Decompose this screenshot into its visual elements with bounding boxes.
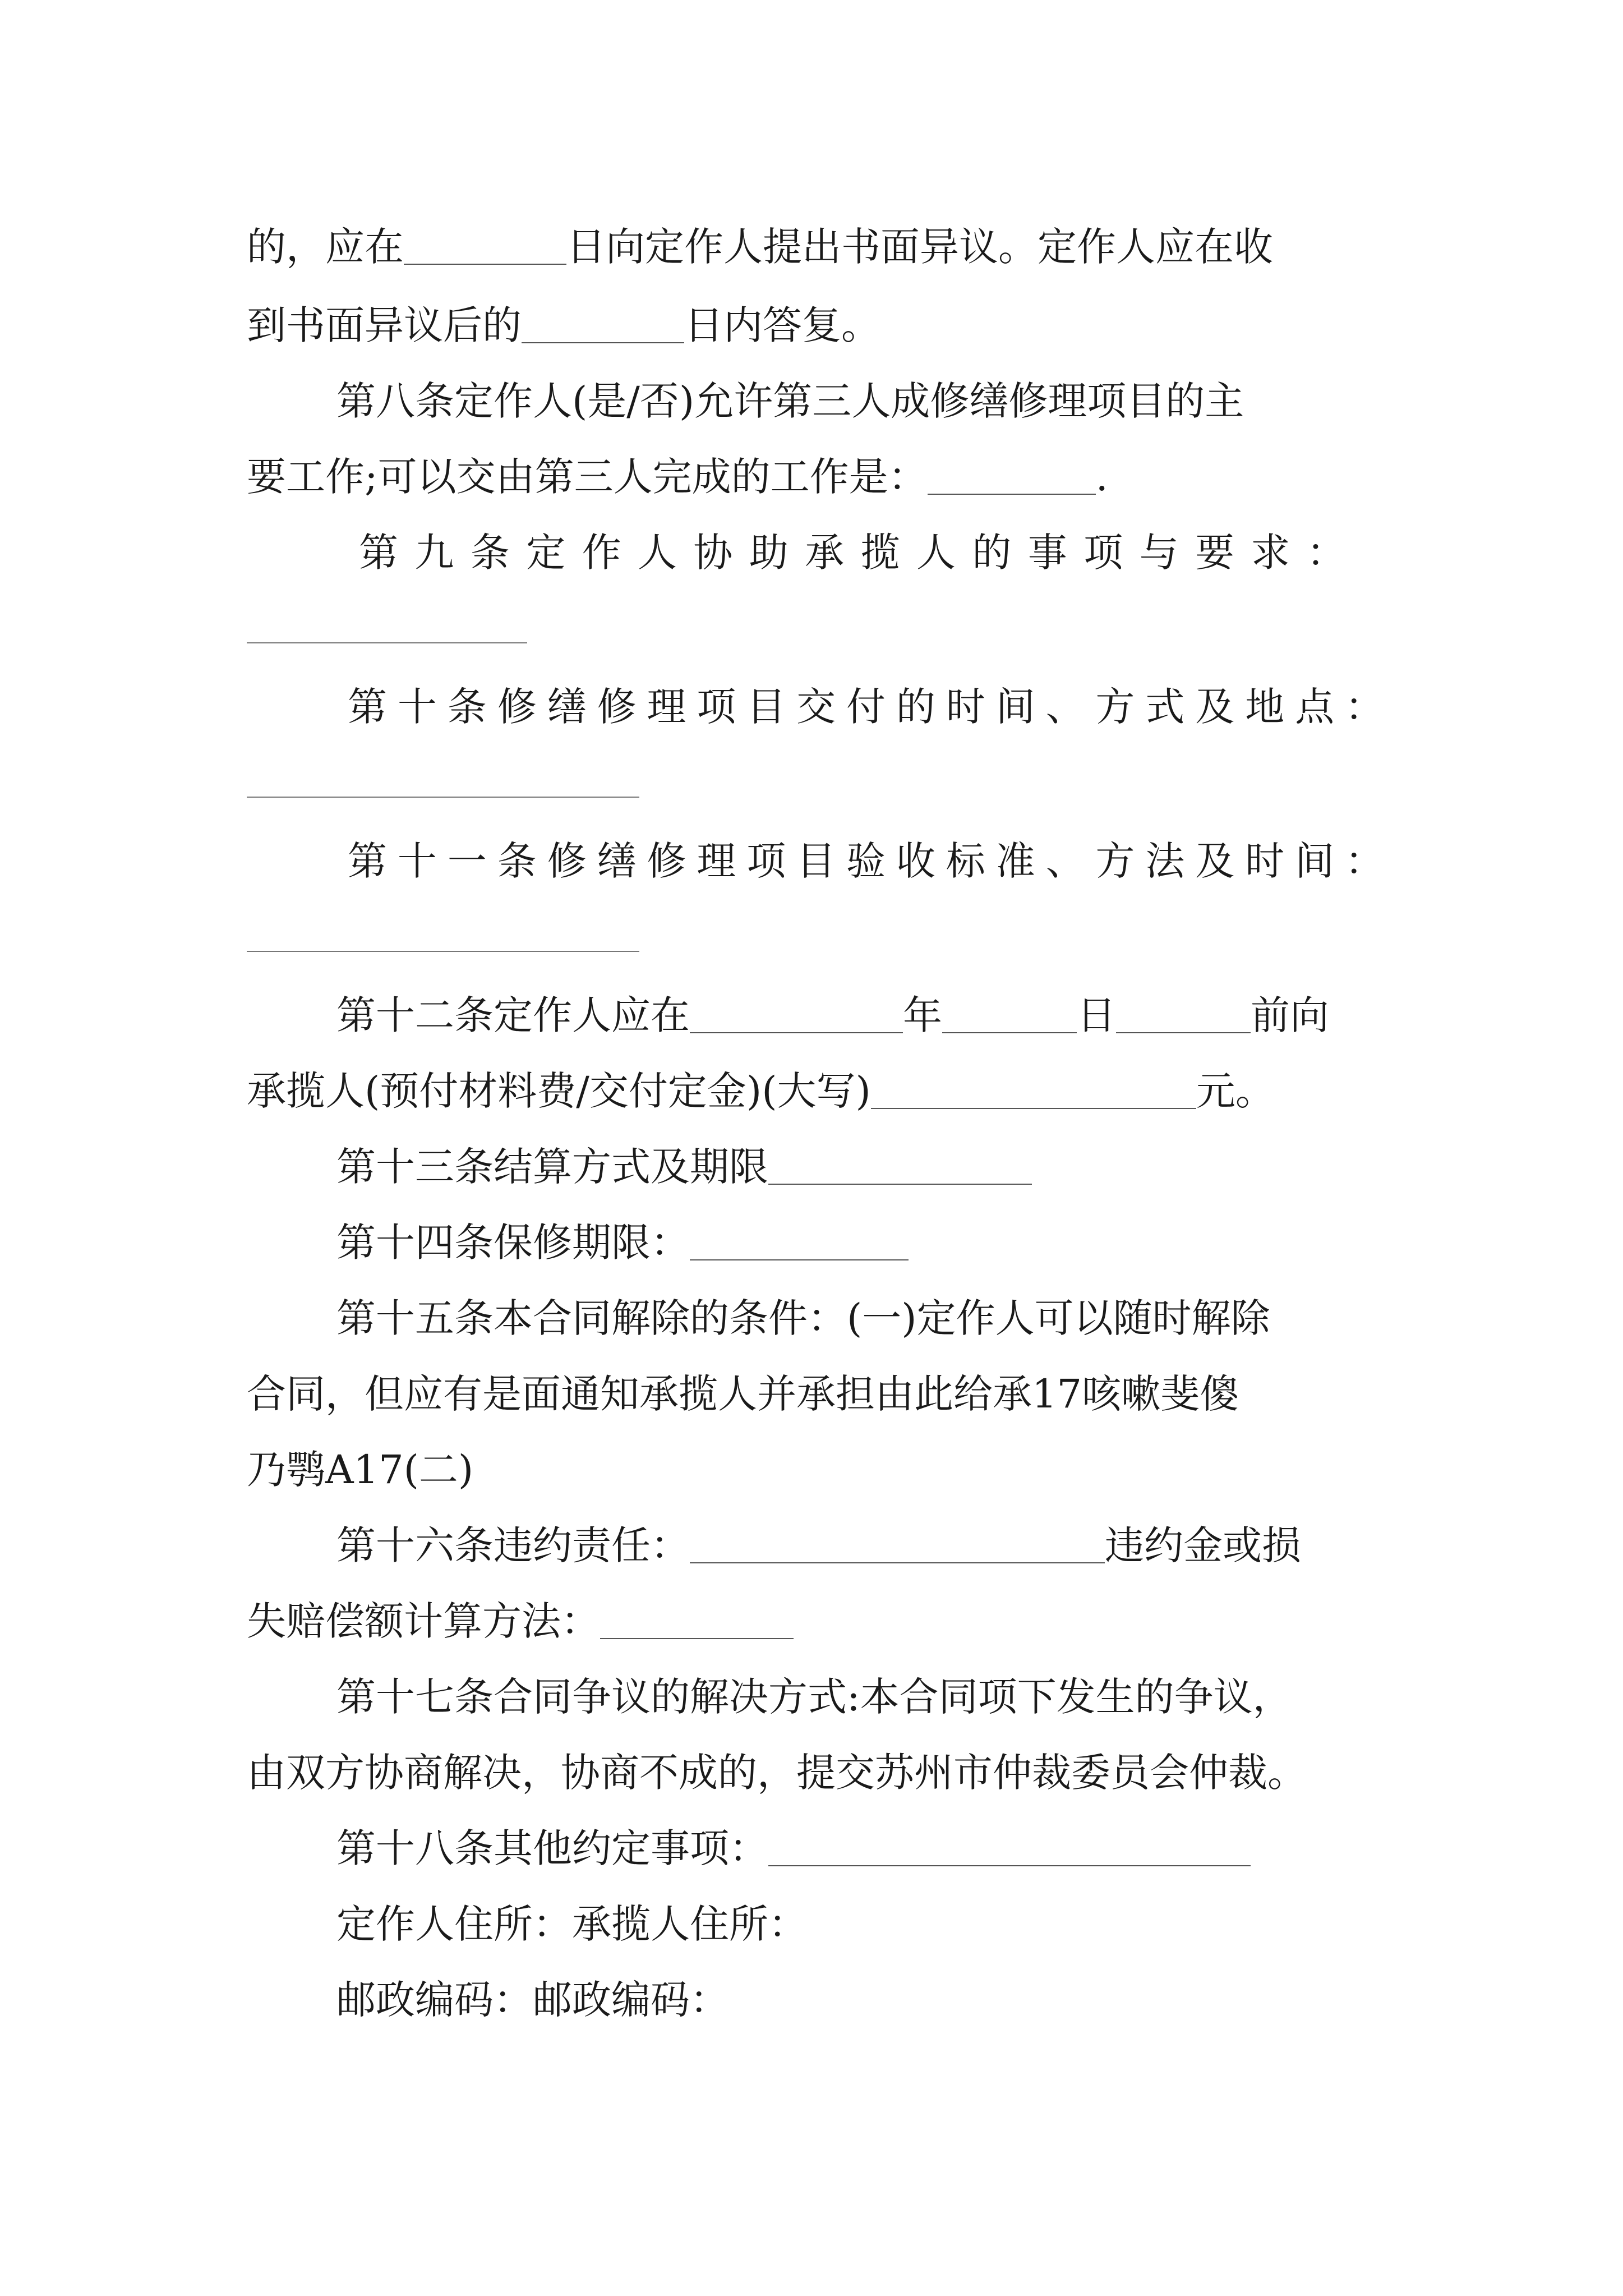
text-line [348, 684, 1395, 730]
text-line [336, 1220, 909, 1266]
text-segment: 乃鹗A17(二) [247, 1447, 474, 1493]
text-line [348, 838, 1395, 884]
text-line [336, 1522, 1301, 1568]
text-segment: 失赔偿额计算方法： [247, 1598, 600, 1644]
text-line [247, 454, 1108, 500]
text-line [247, 224, 1273, 270]
text-line [336, 1295, 1270, 1341]
fill-blank [690, 1527, 1105, 1563]
fill-blank [871, 1073, 1196, 1109]
text-line [336, 1825, 1251, 1871]
text-segment: 要工作;可以交由第三人完成的工作是： [247, 454, 928, 500]
text-segment: 定作人住所：承揽人住所： [336, 1901, 808, 1947]
text-segment: 第十六条违约责任： [336, 1522, 690, 1568]
text-segment: 第十五条本合同解除的条件：(一)定作人可以随时解除 [336, 1295, 1270, 1341]
fill-blank [247, 797, 639, 798]
text-segment: 第十三条结算方式及期限 [336, 1144, 768, 1190]
text-segment: 到书面异议后的 [247, 302, 522, 348]
text-line [336, 378, 1244, 424]
fill-blank [690, 997, 903, 1033]
text-segment: 第十七条合同争议的解决方式:本合同项下发生的争议， [336, 1674, 1292, 1720]
text-line [247, 1750, 1307, 1796]
fill-blank [522, 307, 684, 343]
text-segment: 第九条定作人协助承揽人的事项与要求： [359, 530, 1363, 576]
fill-blank [942, 997, 1077, 1033]
text-segment: 年 [903, 992, 942, 1038]
text-segment: 日内答复。 [684, 302, 880, 348]
text-line [336, 1901, 808, 1947]
text-segment: 第十八条其他约定事项： [336, 1825, 768, 1871]
fill-blank [600, 1603, 794, 1639]
text-segment: 的，应在 [247, 224, 404, 270]
text-segment: 第八条定作人(是/否)允许第三人成修缮修理项目的主 [336, 378, 1244, 424]
text-segment: 第十四条保修期限： [336, 1220, 690, 1266]
text-line [247, 1447, 474, 1493]
text-segment: 邮政编码：邮政编码： [336, 1977, 729, 2023]
text-segment: 第十一条修缮修理项目验收标准、方法及时间： [348, 838, 1395, 884]
text-line [359, 530, 1363, 576]
text-segment: 元。 [1196, 1068, 1275, 1114]
text-segment: 由双方协商解决，协商不成的，提交苏州市仲裁委员会仲裁。 [247, 1750, 1307, 1796]
text-line [247, 1371, 1239, 1417]
text-segment: 第十二条定作人应在 [336, 992, 690, 1038]
text-line [336, 1674, 1292, 1720]
fill-blank [247, 951, 639, 952]
text-line [247, 1598, 794, 1644]
text-segment: 第十条修缮修理项目交付的时间、方式及地点： [348, 684, 1395, 730]
text-segment: 日 [1077, 992, 1116, 1038]
text-line [336, 1144, 1032, 1190]
fill-blank [690, 1224, 909, 1260]
fill-blank [404, 228, 566, 265]
text-line [247, 1068, 1275, 1114]
text-line [336, 992, 1329, 1038]
text-line [336, 1977, 729, 2023]
fill-blank [1116, 997, 1251, 1033]
text-segment: 合同，但应有是面通知承揽人并承担由此给承17咳嗽斐傻 [247, 1371, 1239, 1417]
text-segment: 违约金或损 [1105, 1522, 1301, 1568]
text-line [247, 302, 880, 348]
fill-blank [768, 1830, 1251, 1866]
text-segment: 承揽人(预付材料费/交付定金)(大写) [247, 1068, 871, 1114]
fill-blank [768, 1148, 1032, 1185]
text-segment: 日向定作人提出书面异议。定作人应在收 [566, 224, 1273, 270]
fill-blank [928, 458, 1096, 495]
fill-blank [247, 642, 527, 643]
text-segment: 前向 [1251, 992, 1329, 1038]
text-segment: . [1095, 454, 1108, 500]
